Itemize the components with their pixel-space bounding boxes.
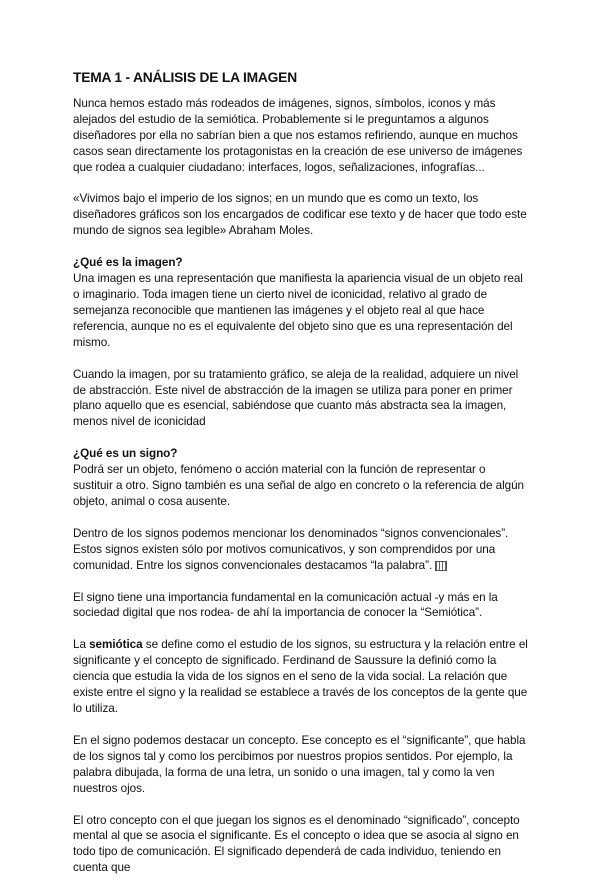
image-paragraph-1: Una imagen es una representación que manifiesta la apariencia visual de un objeto real o imaginario. Toda imagen tiene un cierto nivel de iconicidad, relativo al grado de semejanza reconocible que mantienen las imágenes y el objeto real al que hace referencia, aunque no es el equivalente del objeto sino que es una representación del mismo. xyxy=(73,272,523,349)
image-paragraph-2: Cuando la imagen, por su tratamiento gráfico, se aleja de la realidad, adquiere un nivel de abstracción. Este nivel de abstracción de la imagen se utiliza para poner en primer plano aquello que es esencial, sabiéndose que cuanto más abstracta sea la imagen, menos nivel de iconicidad xyxy=(73,367,519,429)
sign-paragraph-2-text: Dentro de los signos podemos mencionar los denominados “signos convencionales”. Estos signos existen sólo por motivos comunicativos, y son comprendidos por una comunidad. Entre los signos convencionales destacamos “la palabra”. xyxy=(73,526,509,572)
semiotics-paragraph xyxy=(73,637,528,717)
signified-paragraph: El otro concepto con el que juegan los signos es el denominado “significado”, concepto mental al que se asocia el significante. Es el concepto o idea que se asocia al signo en todo tipo de comunicación. El significado dependerá de cada individuo, teniendo en cuenta que xyxy=(73,813,520,875)
intro-paragraph: Nunca hemos estado más rodeados de imágenes, signos, símbolos, iconos y más alejados del estudio de la semiótica. Probablemente si le preguntamos a algunos diseñadores por ella no sabrían bien a que nos estamos refiriendo, aunque en muchos casos sean directamente los protagonistas en la creación de ese universo de imágenes que rodea a cualquier ciudadano: interfaces, logos, señalizaciones, infografías... xyxy=(73,96,523,174)
sign-paragraph-2 xyxy=(73,526,528,574)
placeholder-glyph-icon xyxy=(435,561,447,571)
document-title: TEMA 1 - ANÁLISIS DE LA IMAGEN xyxy=(73,70,297,85)
section-heading-image: ¿Qué es la imagen? xyxy=(73,256,183,270)
section-heading-sign: ¿Qué es un signo? xyxy=(73,447,178,461)
semiotics-term: semiótica xyxy=(89,638,143,652)
quote-paragraph: «Vivimos bajo el imperio de los signos; en un mundo que es como un texto, los diseñadores gráficos son los encargados de codificar ese texto y de hacer que todo este mundo de signos sea legible» Abraham Moles. xyxy=(73,192,527,238)
semiotics-definition: se define como el estudio de los signos, su estructura y la relación entre el significante y el concepto de significado. Ferdinand de Saussure la definió como la ciencia que estudia la vida de los signos en el seno de la vida social. La relación que existe entre el signo y la realidad se establece a través de los conceptos de la gente que lo utiliza. xyxy=(73,638,528,715)
semiotics-prefix: La xyxy=(73,638,90,652)
signifier-paragraph: En el signo podemos destacar un concepto. Ese concepto es el “significante”, que habla de los signos tal y como los percibimos por nuestros propios sentidos. Por ejemplo, la palabra dibujada, la forma de una letra, un sonido o una imagen, tal y como la ven nuestros ojos. xyxy=(73,733,526,795)
sign-paragraph-3: El signo tiene una importancia fundamental en la comunicación actual -y más en la sociedad digital que nos rodea- de ahí la importancia de conocer la “Semiótica”. xyxy=(73,590,498,620)
document-page xyxy=(73,70,528,892)
sign-paragraph-1: Podrá ser un objeto, fenómeno o acción material con la función de representar o sustituir a otro. Signo también es una señal de algo en concreto o la referencia de algún objeto, animal o cosa ausente. xyxy=(73,463,525,508)
